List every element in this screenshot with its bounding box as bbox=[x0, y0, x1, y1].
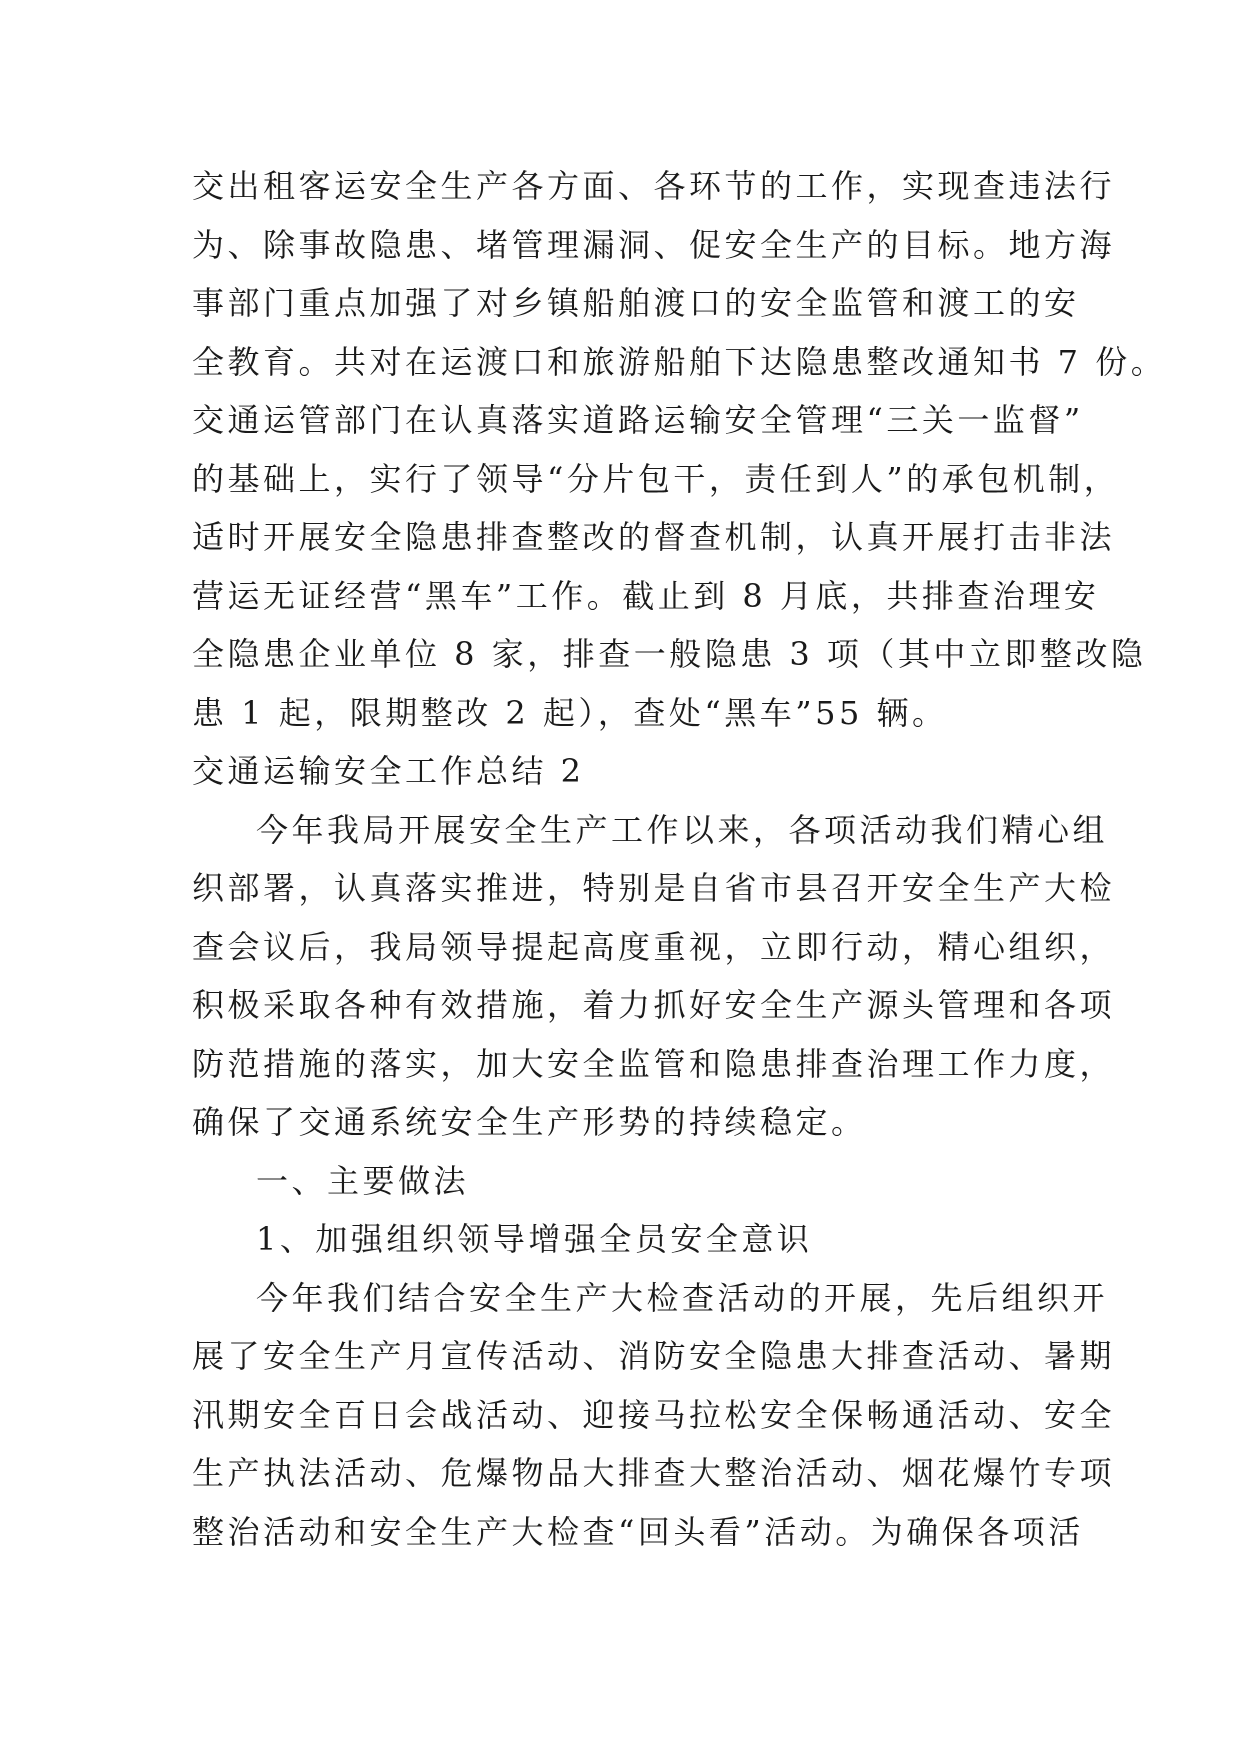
text-line-7: 适时开展安全隐患排查整改的督查机制，认真开展打击非法 bbox=[192, 518, 1116, 556]
text-line-12: 今年我局开展安全生产工作以来，各项活动我们精心组 bbox=[256, 810, 1109, 849]
text-line-20: 今年我们结合安全生产大检查活动的开展，先后组织开 bbox=[256, 1278, 1109, 1317]
text-line-13: 织部署，认真落实推进，特别是自省市县召开安全生产大检 bbox=[192, 869, 1116, 907]
text-line-14: 查会议后，我局领导提起高度重视，立即行动，精心组织， bbox=[192, 927, 1116, 966]
text-line-6: 的基础上，实行了领导“分片包干，责任到人”的承包机制， bbox=[192, 459, 1120, 498]
text-line-15: 积极采取各种有效措施，着力抓好安全生产源头管理和各项 bbox=[192, 986, 1116, 1024]
text-line-16: 防范措施的落实，加大安全监管和隐患排查治理工作力度， bbox=[192, 1044, 1116, 1083]
text-line-22: 汛期安全百日会战活动、迎接马拉松安全保畅通活动、安全 bbox=[192, 1395, 1116, 1434]
text-line-23: 生产执法活动、危爆物品大排查大整治活动、烟花爆竹专项 bbox=[192, 1454, 1116, 1492]
document-body bbox=[192, 157, 1167, 1561]
text-line-24: 整治活动和安全生产大检查“回头看”活动。为确保各项活 bbox=[192, 1512, 1084, 1551]
heading-main-practices: 一、主要做法 bbox=[256, 1161, 470, 1200]
text-line-17: 确保了交通系统安全生产形势的持续稳定。 bbox=[192, 1103, 867, 1141]
text-line-8: 营运无证经营“黑车”工作。截止到 8 月底，共排查治理安 bbox=[192, 576, 1100, 615]
text-line-10: 患 1 起，限期整改 2 起），查处“黑车”55 辆。 bbox=[192, 693, 948, 732]
text-line-4: 全教育。共对在运渡口和旅游船舶下达隐患整改通知书 7 份。 bbox=[192, 342, 1167, 381]
text-line-21: 展了安全生产月宣传活动、消防安全隐患大排查活动、暑期 bbox=[192, 1337, 1116, 1375]
text-line-1: 交出租客运安全生产各方面、各环节的工作，实现查违法行 bbox=[192, 167, 1116, 205]
section-title: 交通运输安全工作总结 2 bbox=[192, 752, 585, 790]
text-line-5: 交通运管部门在认真落实道路运输安全管理“三关一监督” bbox=[192, 401, 1084, 439]
text-line-2: 为、除事故隐患、堵管理漏洞、促安全生产的目标。地方海 bbox=[192, 225, 1116, 264]
text-line-9: 全隐患企业单位 8 家，排查一般隐患 3 项（其中立即整改隐 bbox=[192, 635, 1147, 673]
text-line-3: 事部门重点加强了对乡镇船舶渡口的安全监管和渡工的安 bbox=[192, 284, 1080, 322]
subheading-1: 1、加强组织领导增强全员安全意识 bbox=[256, 1220, 813, 1258]
